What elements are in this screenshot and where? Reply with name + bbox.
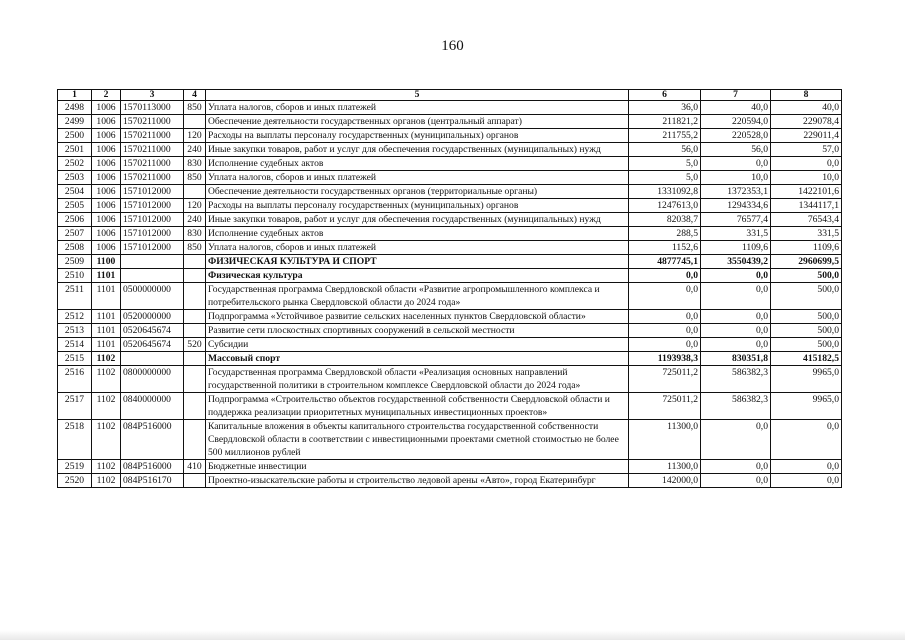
expense-type-cell	[184, 352, 206, 366]
item-name-cell: Государственная программа Свердловской области «Развитие агропромышленного комплекса и потребительского рынка Свердловской области до 2024 года»	[206, 283, 629, 310]
amount-year1-cell: 11300,0	[629, 420, 701, 460]
expense-type-cell: 850	[184, 171, 206, 185]
table-row	[58, 393, 842, 420]
item-name-cell: Расходы на выплаты персоналу государственных (муниципальных) органов	[206, 129, 629, 143]
amount-year2-cell: 10,0	[701, 171, 771, 185]
item-name-cell: Обеспечение деятельности государственных органов (территориальные органы)	[206, 185, 629, 199]
amount-year1-cell: 0,0	[629, 269, 701, 283]
expense-type-cell	[184, 255, 206, 269]
item-name-cell: Уплата налогов, сборов и иных платежей	[206, 101, 629, 115]
item-name-cell: Исполнение судебных актов	[206, 227, 629, 241]
expense-type-cell: 830	[184, 157, 206, 171]
row-number-cell: 2504	[58, 185, 92, 199]
amount-year3-cell: 57,0	[771, 143, 842, 157]
table-row	[58, 338, 842, 352]
expense-type-cell: 850	[184, 241, 206, 255]
section-code-cell: 1006	[92, 171, 121, 185]
table-body	[58, 101, 842, 488]
amount-year3-cell: 0,0	[771, 157, 842, 171]
header-cell: 1	[58, 90, 92, 101]
section-code-cell: 1006	[92, 129, 121, 143]
expense-type-cell	[184, 185, 206, 199]
target-article-cell: 0840000000	[121, 393, 184, 420]
section-code-cell: 1006	[92, 101, 121, 115]
row-number-cell: 2516	[58, 366, 92, 393]
target-article-cell: 1570211000	[121, 143, 184, 157]
item-name-cell: Субсидии	[206, 338, 629, 352]
section-code-cell: 1100	[92, 255, 121, 269]
target-article-cell: 0520645674	[121, 338, 184, 352]
amount-year3-cell: 10,0	[771, 171, 842, 185]
amount-year2-cell: 0,0	[701, 310, 771, 324]
expense-type-cell	[184, 474, 206, 488]
amount-year2-cell: 220528,0	[701, 129, 771, 143]
amount-year2-cell: 586382,3	[701, 393, 771, 420]
amount-year1-cell: 211755,2	[629, 129, 701, 143]
section-code-cell: 1006	[92, 143, 121, 157]
amount-year2-cell: 0,0	[701, 338, 771, 352]
section-code-cell: 1101	[92, 283, 121, 310]
item-name-cell: Подпрограмма «Устойчивое развитие сельских населенных пунктов Свердловской области»	[206, 310, 629, 324]
section-code-cell: 1006	[92, 157, 121, 171]
amount-year1-cell: 1331092,8	[629, 185, 701, 199]
section-code-cell: 1102	[92, 420, 121, 460]
row-number-cell: 2501	[58, 143, 92, 157]
table-row	[58, 185, 842, 199]
item-name-cell: Обеспечение деятельности государственных органов (центральный аппарат)	[206, 115, 629, 129]
amount-year3-cell: 415182,5	[771, 352, 842, 366]
amount-year1-cell: 288,5	[629, 227, 701, 241]
amount-year2-cell: 586382,3	[701, 366, 771, 393]
amount-year2-cell: 331,5	[701, 227, 771, 241]
table-row	[58, 352, 842, 366]
amount-year1-cell: 1247613,0	[629, 199, 701, 213]
section-code-cell: 1102	[92, 474, 121, 488]
section-code-cell: 1101	[92, 324, 121, 338]
amount-year2-cell: 56,0	[701, 143, 771, 157]
amount-year3-cell: 0,0	[771, 420, 842, 460]
table-row	[58, 474, 842, 488]
target-article-cell: 0800000000	[121, 366, 184, 393]
amount-year2-cell: 40,0	[701, 101, 771, 115]
target-article-cell: 084P516000	[121, 420, 184, 460]
expense-type-cell	[184, 115, 206, 129]
row-number-cell: 2506	[58, 213, 92, 227]
amount-year3-cell: 500,0	[771, 310, 842, 324]
item-name-cell: ФИЗИЧЕСКАЯ КУЛЬТУРА И СПОРТ	[206, 255, 629, 269]
row-number-cell: 2509	[58, 255, 92, 269]
expense-type-cell	[184, 393, 206, 420]
amount-year2-cell: 1294334,6	[701, 199, 771, 213]
target-article-cell: 1570211000	[121, 157, 184, 171]
header-cell: 4	[184, 90, 206, 101]
table-row	[58, 283, 842, 310]
item-name-cell: Уплата налогов, сборов и иных платежей	[206, 241, 629, 255]
amount-year1-cell: 142000,0	[629, 474, 701, 488]
item-name-cell: Иные закупки товаров, работ и услуг для обеспечения государственных (муниципальных) нужд	[206, 143, 629, 157]
item-name-cell: Проектно-изыскательские работы и строительство ледовой арены «Авто», город Екатеринбург	[206, 474, 629, 488]
amount-year3-cell: 76543,4	[771, 213, 842, 227]
expense-type-cell: 850	[184, 101, 206, 115]
section-code-cell: 1101	[92, 310, 121, 324]
section-code-cell: 1006	[92, 115, 121, 129]
amount-year1-cell: 725011,2	[629, 393, 701, 420]
amount-year3-cell: 229011,4	[771, 129, 842, 143]
budget-table	[57, 89, 842, 488]
section-code-cell: 1101	[92, 338, 121, 352]
amount-year2-cell: 0,0	[701, 420, 771, 460]
amount-year1-cell: 36,0	[629, 101, 701, 115]
amount-year1-cell: 211821,2	[629, 115, 701, 129]
target-article-cell: 1570211000	[121, 115, 184, 129]
amount-year2-cell: 830351,8	[701, 352, 771, 366]
target-article-cell: 1570211000	[121, 171, 184, 185]
amount-year2-cell: 1109,6	[701, 241, 771, 255]
table-row	[58, 310, 842, 324]
section-code-cell: 1101	[92, 269, 121, 283]
section-code-cell: 1006	[92, 241, 121, 255]
row-number-cell: 2513	[58, 324, 92, 338]
row-number-cell: 2502	[58, 157, 92, 171]
amount-year3-cell: 0,0	[771, 460, 842, 474]
amount-year1-cell: 0,0	[629, 310, 701, 324]
amount-year3-cell: 229078,4	[771, 115, 842, 129]
section-code-cell: 1006	[92, 213, 121, 227]
row-number-cell: 2519	[58, 460, 92, 474]
target-article-cell: 1571012000	[121, 185, 184, 199]
amount-year3-cell: 500,0	[771, 269, 842, 283]
section-code-cell: 1102	[92, 393, 121, 420]
header-cell: 5	[206, 90, 629, 101]
target-article-cell: 0520000000	[121, 310, 184, 324]
amount-year1-cell: 56,0	[629, 143, 701, 157]
amount-year2-cell: 0,0	[701, 157, 771, 171]
amount-year1-cell: 5,0	[629, 157, 701, 171]
item-name-cell: Бюджетные инвестиции	[206, 460, 629, 474]
target-article-cell: 1571012000	[121, 241, 184, 255]
item-name-cell: Иные закупки товаров, работ и услуг для обеспечения государственных (муниципальных) нужд	[206, 213, 629, 227]
table-row	[58, 213, 842, 227]
amount-year2-cell: 0,0	[701, 269, 771, 283]
amount-year2-cell: 1372353,1	[701, 185, 771, 199]
expense-type-cell: 240	[184, 213, 206, 227]
amount-year3-cell: 331,5	[771, 227, 842, 241]
expense-type-cell	[184, 366, 206, 393]
row-number-cell: 2498	[58, 101, 92, 115]
row-number-cell: 2515	[58, 352, 92, 366]
amount-year1-cell: 1193938,3	[629, 352, 701, 366]
amount-year1-cell: 4877745,1	[629, 255, 701, 269]
item-name-cell: Капитальные вложения в объекты капитального строительства государственной собственности Свердловской области в соответствии с инвестиционными проектами сметной стоимостью не более 500 миллионов рублей	[206, 420, 629, 460]
table-row	[58, 420, 842, 460]
target-article-cell	[121, 352, 184, 366]
amount-year1-cell: 82038,7	[629, 213, 701, 227]
target-article-cell: 0520645674	[121, 324, 184, 338]
item-name-cell: Расходы на выплаты персоналу государственных (муниципальных) органов	[206, 199, 629, 213]
amount-year2-cell: 0,0	[701, 474, 771, 488]
table-row	[58, 227, 842, 241]
amount-year1-cell: 1152,6	[629, 241, 701, 255]
section-code-cell: 1102	[92, 352, 121, 366]
item-name-cell: Государственная программа Свердловской области «Реализация основных направлений государственной политики в строительном комплексе Свердловской области до 2024 года»	[206, 366, 629, 393]
target-article-cell: 1571012000	[121, 199, 184, 213]
section-code-cell: 1102	[92, 460, 121, 474]
amount-year2-cell: 0,0	[701, 460, 771, 474]
row-number-cell: 2514	[58, 338, 92, 352]
expense-type-cell	[184, 324, 206, 338]
item-name-cell: Развитие сети плоскостных спортивных сооружений в сельской местности	[206, 324, 629, 338]
amount-year3-cell: 500,0	[771, 283, 842, 310]
amount-year2-cell: 220594,0	[701, 115, 771, 129]
section-code-cell: 1102	[92, 366, 121, 393]
table-row	[58, 324, 842, 338]
row-number-cell: 2520	[58, 474, 92, 488]
amount-year2-cell: 0,0	[701, 283, 771, 310]
expense-type-cell: 240	[184, 143, 206, 157]
expense-type-cell	[184, 310, 206, 324]
row-number-cell: 2510	[58, 269, 92, 283]
table-row	[58, 255, 842, 269]
table-row	[58, 269, 842, 283]
amount-year2-cell: 3550439,2	[701, 255, 771, 269]
expense-type-cell	[184, 269, 206, 283]
row-number-cell: 2518	[58, 420, 92, 460]
expense-type-cell: 120	[184, 129, 206, 143]
amount-year1-cell: 0,0	[629, 324, 701, 338]
row-number-cell: 2507	[58, 227, 92, 241]
row-number-cell: 2500	[58, 129, 92, 143]
expense-type-cell: 830	[184, 227, 206, 241]
amount-year3-cell: 2960699,5	[771, 255, 842, 269]
page-number: 160	[441, 38, 464, 54]
target-article-cell: 084P516000	[121, 460, 184, 474]
expense-type-cell: 120	[184, 199, 206, 213]
item-name-cell: Исполнение судебных актов	[206, 157, 629, 171]
expense-type-cell	[184, 420, 206, 460]
table-row	[58, 157, 842, 171]
item-name-cell: Физическая культура	[206, 269, 629, 283]
table-row	[58, 143, 842, 157]
amount-year2-cell: 76577,4	[701, 213, 771, 227]
amount-year1-cell: 725011,2	[629, 366, 701, 393]
target-article-cell: 1571012000	[121, 213, 184, 227]
row-number-cell: 2517	[58, 393, 92, 420]
table-row	[58, 115, 842, 129]
expense-type-cell: 410	[184, 460, 206, 474]
target-article-cell: 084P516170	[121, 474, 184, 488]
section-code-cell: 1006	[92, 227, 121, 241]
amount-year1-cell: 0,0	[629, 283, 701, 310]
row-number-cell: 2508	[58, 241, 92, 255]
table-row	[58, 171, 842, 185]
table-header-row	[58, 90, 842, 101]
table-row	[58, 129, 842, 143]
header-cell: 2	[92, 90, 121, 101]
amount-year3-cell: 500,0	[771, 338, 842, 352]
table-row	[58, 460, 842, 474]
header-cell: 3	[121, 90, 184, 101]
section-code-cell: 1006	[92, 199, 121, 213]
amount-year3-cell: 0,0	[771, 474, 842, 488]
expense-type-cell	[184, 283, 206, 310]
target-article-cell: 1571012000	[121, 227, 184, 241]
row-number-cell: 2499	[58, 115, 92, 129]
table-row	[58, 199, 842, 213]
row-number-cell: 2505	[58, 199, 92, 213]
target-article-cell: 1570113000	[121, 101, 184, 115]
amount-year3-cell: 1109,6	[771, 241, 842, 255]
row-number-cell: 2503	[58, 171, 92, 185]
amount-year1-cell: 5,0	[629, 171, 701, 185]
amount-year1-cell: 11300,0	[629, 460, 701, 474]
section-code-cell: 1006	[92, 185, 121, 199]
header-cell: 7	[701, 90, 771, 101]
item-name-cell: Подпрограмма «Строительство объектов государственной собственности Свердловской области и поддержка реализации приоритетных муниципальных инвестиционных проектов»	[206, 393, 629, 420]
amount-year1-cell: 0,0	[629, 338, 701, 352]
amount-year2-cell: 0,0	[701, 324, 771, 338]
expense-type-cell: 520	[184, 338, 206, 352]
table-row	[58, 366, 842, 393]
target-article-cell	[121, 269, 184, 283]
row-number-cell: 2511	[58, 283, 92, 310]
amount-year3-cell: 500,0	[771, 324, 842, 338]
table-row	[58, 101, 842, 115]
target-article-cell	[121, 255, 184, 269]
scan-edge	[0, 630, 905, 640]
amount-year3-cell: 9965,0	[771, 393, 842, 420]
row-number-cell: 2512	[58, 310, 92, 324]
amount-year3-cell: 1422101,6	[771, 185, 842, 199]
target-article-cell: 1570211000	[121, 129, 184, 143]
header-cell: 6	[629, 90, 701, 101]
header-cell: 8	[771, 90, 842, 101]
item-name-cell: Уплата налогов, сборов и иных платежей	[206, 171, 629, 185]
item-name-cell: Массовый спорт	[206, 352, 629, 366]
amount-year3-cell: 40,0	[771, 101, 842, 115]
amount-year3-cell: 1344117,1	[771, 199, 842, 213]
table-row	[58, 241, 842, 255]
target-article-cell: 0500000000	[121, 283, 184, 310]
amount-year3-cell: 9965,0	[771, 366, 842, 393]
